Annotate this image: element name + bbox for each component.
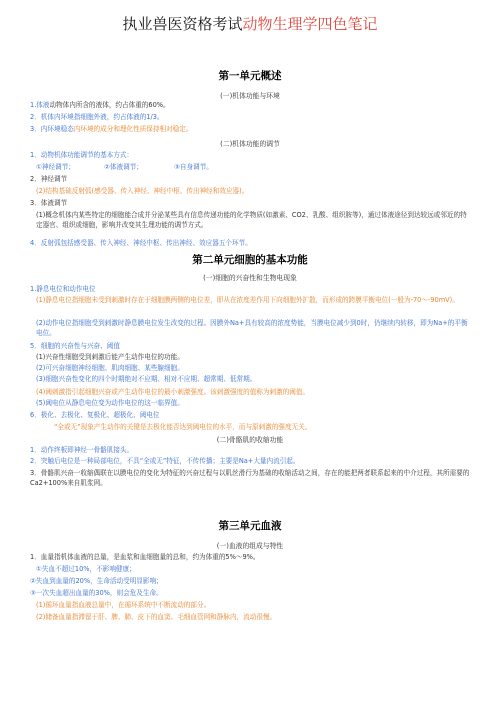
unit3-sub1: (一)血液的组成与特性 <box>216 542 284 550</box>
unit2-heading: 第二单元细胞的基本功能 <box>192 254 308 266</box>
unit2-line1: 1.静息电位和动作电位 <box>30 285 96 293</box>
unit1-line1-term: 1.体液 <box>30 101 50 109</box>
unit1-line6: 2．神经调节 <box>30 175 68 183</box>
unit1-line4: 1．动物机体功能调节的基本方式： <box>30 151 134 159</box>
unit1-line7: (2)结构基础反射弧(感受器、传入神经、神经中枢、传出神经和效应器)。 <box>36 187 249 195</box>
unit3-heading: 第三单元血液 <box>218 520 282 532</box>
unit2-line6: (2)可兴奋细胞神经细胞、肌肉细胞、某些腺细胞。 <box>36 364 184 372</box>
unit1-line10 <box>30 238 472 248</box>
unit1-sub2: (二)机体功能的调节 <box>220 140 280 148</box>
unit2-line14: 3．骨骼肌兴奋一收缩偶联在以膜电位的变化为特征的兴奋过程与以肌丝滑行为基础的收缩活动之间，存在的能把两者联系起来的中介过程，其所需要的Ca2+100%来自肌浆网。 <box>30 469 470 487</box>
unit1-line9: (1)概念机体内某些特定的细胞能合成并分泌某些具有信息传递功能的化学物质(如激素、CO2、乳酸、组织胺等)，通过体液途径到达较远或邻近的特定器官、组织或细胞，影响并改变其生理功能的调节方式。 <box>36 211 467 229</box>
unit1-line5 <box>36 162 472 172</box>
unit1-line3-term: 3．内环境稳态 <box>30 125 74 133</box>
document-title <box>0 14 500 34</box>
unit2-line2: (1)静息电位指细胞未受到刺激时存在于细胞膜两侧的电位差，即从在浓度差作用下向细胞外扩散，而形成的跨膜平衡电位(一般为-70～-90mV)。 <box>36 296 459 304</box>
unit1-line3-text: 内环境的成分和理化性质保持相对稳定。 <box>73 125 193 133</box>
unit2-line8: (4)阈刺激指引起细胞兴奋或产生动作电位的最小刺激强度。该刺激强度的值称为刺激的阈值。 <box>36 388 310 396</box>
unit1-line2: 2．机体内环境指细胞外液，约占体液的1/3。 <box>30 113 164 121</box>
method-humoral: ②体液调节； <box>104 163 143 171</box>
unit2-line3: (2)动作电位指细胞受到刺激时静息膜电位发生改变的过程。因膜外Na+具有较高的浓度势能，当膜电位减少到0时，仍继续内转移，即为Na+的平衡电位。 <box>36 319 468 337</box>
title-black: 执业兽医资格考试 <box>122 15 243 33</box>
unit1-line10-text: 4．反射弧包括感受器、传入神经、神经中枢、传出神经、效应器五个环节。 <box>30 239 252 247</box>
unit1-line1-text: 动物体内所含的液体，约占体重的60%。 <box>49 101 170 109</box>
unit2-line7: (3)细胞兴奋性变化的四个时期绝对不应期、相对不应期、超常期、低常期。 <box>36 375 257 383</box>
unit1-sub1: (一)机体功能与环境 <box>220 92 280 100</box>
unit2-line9: (5)阈电位从静息电位变为动作电位的这一临界值。 <box>36 399 184 407</box>
unit2-line12: 1．动作终板即神经一骨骼肌接头。 <box>30 446 134 454</box>
unit2-sub1: (一)细胞的兴奋性和生物电现象 <box>203 274 297 282</box>
unit3-line1: 1．血量指机体血液的总量，是血浆和血细胞量的总和，约为体重的5%～9%。 <box>30 553 260 561</box>
unit2-line4: 5．细胞的兴奋性与兴奋、阈值 <box>30 342 120 350</box>
unit1-line8: 3．体液调节 <box>30 199 68 207</box>
unit3-line2: ①失血不超过10%，不影响健康； <box>36 565 136 573</box>
unit1-line3 <box>30 124 472 134</box>
title-red: 动物生理学四色笔记 <box>242 15 378 33</box>
method-neural: ①神经调节； <box>36 163 75 171</box>
unit2-line13: 2．突触后电位是一种局部电位，不具“全或无”特征，不传传播；主要是Na+大量内流引起。 <box>30 457 300 465</box>
unit3-line4: ③一次失血超出血量的30%，则会危及生命。 <box>30 589 163 597</box>
unit1-line1 <box>30 100 472 110</box>
unit3-line3: ②失血到血量的20%，生命活动受明显影响； <box>30 577 163 585</box>
unit2-line10: 6．极化、去极化、复极化、超极化、阈电位 <box>30 411 160 419</box>
unit1-heading: 第一单元概述 <box>218 70 282 82</box>
unit3-line6: (2)储备血量指滞留于肝、脾、肺、皮下的血窦、毛细血管网和静脉内，流动很慢。 <box>36 613 277 621</box>
method-self: ③自身调节。 <box>174 163 213 171</box>
unit3-line5: (1)循环血量指血液总量中，在循环系统中不断流动的部分。 <box>36 601 211 609</box>
unit2-line5: (1)兴奋性细胞受到刺激后能产生动作电位的功能。 <box>36 353 184 361</box>
unit2-sub2: (二)骨骼肌的收缩功能 <box>216 436 284 444</box>
unit2-line11: “全或无”现象产生动作的关键是去极化能否达到阈电位的水平，而与原刺激的强度无关。 <box>54 423 312 431</box>
